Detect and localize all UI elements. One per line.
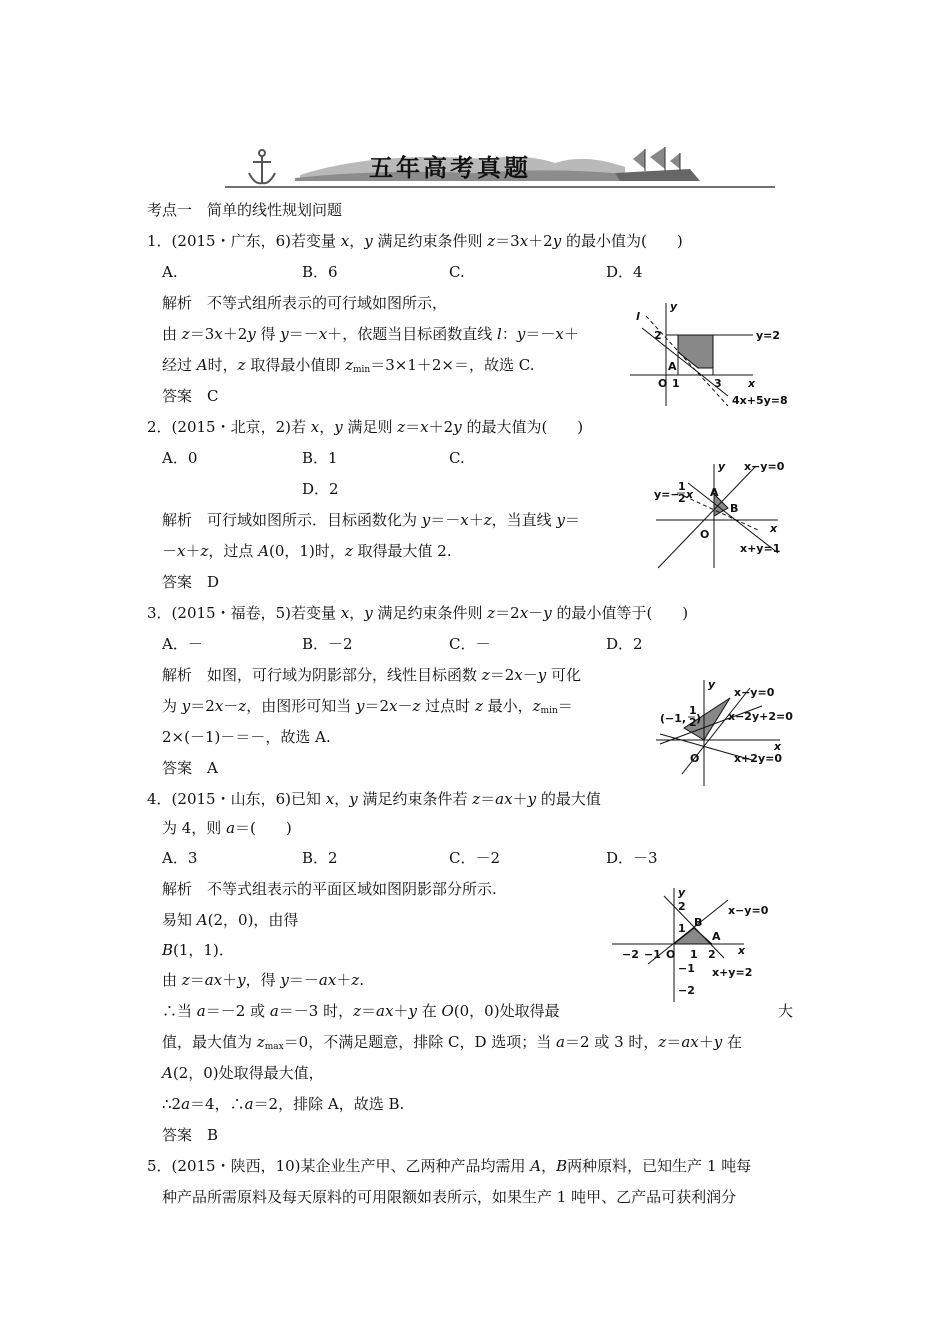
q3-label-O: O	[690, 752, 700, 765]
q2-label-y-eq: y=−	[654, 488, 680, 501]
q1-label-x: x	[748, 377, 756, 390]
q4-solution-8: ∴2a＝4，∴a＝2，排除 A，故选 B.	[162, 1095, 405, 1113]
q3-solution-3: 2×(－1)－＝－，故选 A.	[162, 728, 331, 746]
q1-stem: 1．(2015・广东，6)若变量 x，y 满足约束条件则 z＝3x＋2y 的最小值为( )	[147, 232, 683, 250]
q4-option-a: A．3	[162, 849, 198, 867]
q4-label-B: B	[694, 916, 703, 929]
q3-label-x-plus-2y: x+2y=0	[734, 752, 783, 765]
q3-figure	[652, 676, 802, 788]
q4-label-O: O	[666, 948, 676, 961]
q2-option-d: D．2	[302, 480, 339, 498]
q1-label-3: 3	[714, 377, 722, 390]
q3-option-b: B．－2	[302, 635, 353, 653]
q2-label-frac-num: 1	[678, 480, 686, 493]
q2-label-y: y	[718, 460, 726, 473]
q4-solution-2: 易知 A(2，0)，由得	[162, 911, 299, 929]
q4-stem-2: 为 4，则 a＝( )	[162, 819, 292, 837]
q4-answer: 答案 B	[162, 1126, 219, 1144]
q1-option-d: D．4	[606, 263, 643, 281]
q4-solution-5-end: 大	[778, 1002, 794, 1020]
q1-solution-2: 由 z＝3x＋2y 得 y＝－x＋，依题当目标函数直线 l：y＝－x＋	[162, 325, 579, 343]
q2-stem: 2．(2015・北京，2)若 x，y 满足则 z＝x＋2y 的最大值为( )	[147, 418, 584, 436]
q1-label-A: A	[668, 360, 677, 373]
q1-solution-3: 经过 A时，z 取得最小值即 $z_{min}=3\times 1+2\times=$，故选 C.	[162, 356, 535, 375]
q2-option-b: B．1	[302, 449, 338, 467]
q2-figure	[648, 458, 818, 570]
q2-label-x: x	[770, 522, 778, 535]
anchor-icon	[249, 150, 275, 183]
q4-option-d: D．－3	[606, 849, 658, 867]
q4-label-y: y	[678, 886, 686, 899]
q4-label-x-minus-y: x−y=0	[728, 904, 769, 917]
q4-solution-6: 值，最大值为 $z_{max}=0$，不满足题意，排除 C，D 选项；当 a＝2 或 3 时，z＝ax＋y 在	[162, 1033, 742, 1052]
q4-solution-3: B(1，1)．	[162, 941, 234, 959]
q3-label-y: y	[708, 678, 716, 691]
q3-option-d: D．2	[606, 635, 643, 653]
q5-line-2: 种产品所需原料及每天原料的可用限额如表所示，如果生产 1 吨甲、乙产品可获利润分	[162, 1188, 737, 1206]
q1-label-y2: y=2	[756, 329, 781, 342]
q1-label-constraint: 4x+5y=8	[732, 394, 788, 407]
q1-label-1: 1	[672, 377, 680, 390]
q2-label-A: A	[710, 486, 719, 499]
q1-label-O: O	[658, 377, 668, 390]
q4-label-y-neg1: −1	[678, 962, 695, 975]
q3-label-point-close: )	[696, 712, 702, 725]
q4-label-x-1: 1	[690, 948, 698, 961]
q3-answer: 答案 A	[162, 759, 218, 777]
q2-label-B: B	[730, 502, 739, 515]
q3-label-point-open: (−1,	[660, 712, 687, 725]
q4-label-x-2: 2	[708, 948, 716, 961]
q2-label-O: O	[700, 528, 710, 541]
q5-line-1: 5．(2015・陕西，10)某企业生产甲、乙两种产品均需用 A，B两种原料，已知生产 1 吨每	[147, 1157, 752, 1175]
q4-label-x-plus-y: x+y=2	[712, 966, 753, 979]
q4-label-x-neg2: −2	[622, 948, 639, 961]
q4-solution-7: A(2，0)处取得最大值，	[162, 1064, 324, 1082]
q4-label-x-neg1: −1	[644, 948, 661, 961]
q3-label-x-minus-y: x−y=0	[734, 686, 775, 699]
q4-label-y-neg2: −2	[678, 984, 695, 997]
q2-label-x-plus-y: x+y=1	[740, 542, 781, 555]
q2-label-frac-den: 2	[678, 492, 686, 505]
q2-option-a: A．0	[162, 449, 198, 467]
q2-option-c: C.	[449, 449, 465, 467]
q2-solution-2: －x＋z，过点 A(0，1)时，z 取得最大值 2.	[162, 542, 452, 560]
q4-option-b: B．2	[302, 849, 338, 867]
q3-solution-1: 解析 如图，可行域为阴影部分，线性目标函数 z＝2x－y 可化	[162, 666, 581, 684]
q4-label-y-2: 2	[678, 900, 686, 913]
sailing-ship-icon	[615, 147, 700, 181]
q3-option-c: C．－	[449, 635, 491, 653]
q1-option-c: C.	[449, 263, 465, 281]
q4-label-x: x	[738, 944, 746, 957]
q1-figure	[628, 298, 798, 410]
section-heading: 考点一 简单的线性规划问题	[147, 201, 343, 219]
banner-title: 五年高考真题	[369, 154, 531, 182]
q1-option-b: B．6	[302, 263, 338, 281]
q4-solution-4: 由 z＝ax＋y，得 y＝－ax＋z.	[162, 971, 364, 989]
q1-answer: 答案 C	[162, 387, 219, 405]
q1-label-l: l	[636, 310, 640, 323]
q4-label-y-1: 1	[678, 922, 686, 935]
q4-solution-1: 解析 不等式组表示的平面区域如图阴影部分所示.	[162, 880, 497, 898]
q2-answer: 答案 D	[162, 573, 220, 591]
q1-solution-1: 解析 不等式组所表示的可行域如图所示，	[162, 294, 448, 312]
q1-label-y: y	[670, 300, 678, 313]
q1-feasible-region	[678, 335, 713, 368]
q1-option-a: A.	[162, 263, 178, 281]
q3-label-frac-den: 2	[689, 716, 697, 729]
q2-label-x-minus-y: x−y=0	[744, 460, 785, 473]
q4-stem-1: 4．(2015・山东，6)已知 x，y 满足约束条件若 z＝ax＋y 的最大值	[147, 790, 601, 808]
q3-label-x: x	[774, 740, 782, 753]
q4-figure	[608, 884, 793, 1004]
q3-stem: 3．(2015・福卷，5)若变量 x，y 满足约束条件则 z＝2x－y 的最小值等于( )	[147, 604, 689, 622]
q4-solution-5: ∴当 a＝－2 或 a＝－3 时，z＝ax＋y 在 O(0，0)处取得最	[162, 1002, 560, 1020]
q3-solution-2: 为 y＝2x－z，由图形可知当 y＝2x－z 过点时 z 最小，$z_{min}=$	[162, 697, 573, 716]
q1-label-2: 2	[654, 329, 662, 342]
q2-label-half-x: x	[686, 488, 694, 501]
q3-label-x-2y-2: x−2y+2=0	[728, 710, 793, 723]
q4-label-A: A	[712, 930, 721, 943]
q2-solution-1: 解析 可行域如图所示．目标函数化为 y＝－x＋z，当直线 y＝	[162, 511, 580, 529]
q3-option-a: A．－	[162, 635, 203, 653]
q3-label-frac-num: 1	[689, 704, 697, 717]
q4-option-c: C．－2	[449, 849, 501, 867]
